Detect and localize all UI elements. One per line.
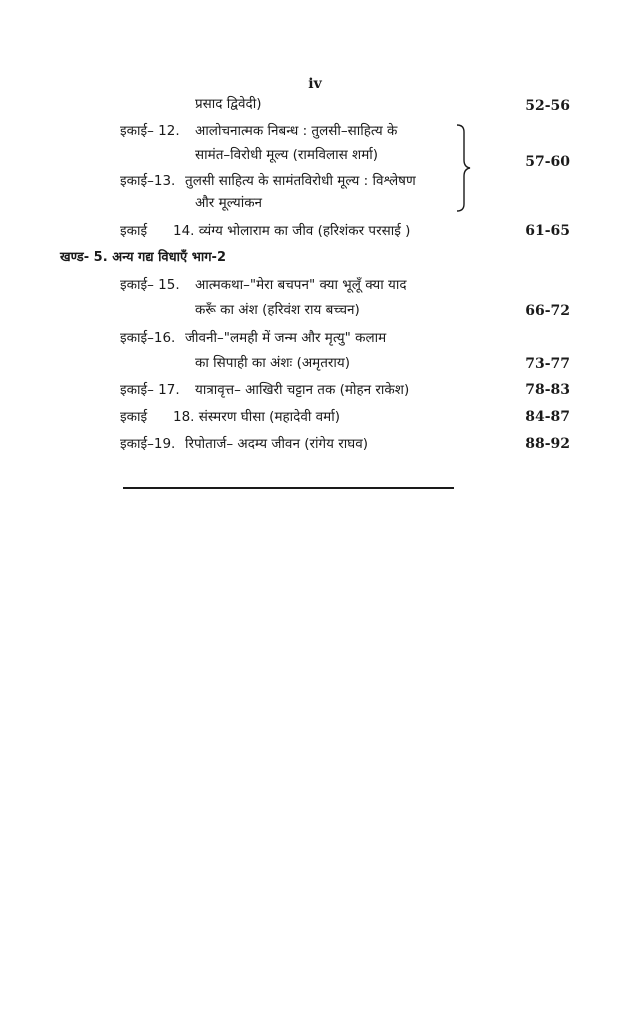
toc-entry-continuation: सामंत–विरोधी मूल्य (रामविलास शर्मा) — [195, 147, 379, 163]
toc-page-range: 88-92 — [525, 436, 570, 452]
toc-page-range: 73-77 — [525, 356, 570, 372]
toc-page-range: 84-87 — [525, 409, 570, 425]
toc-entry-title: तुलसी साहित्य के सामंतविरोधी मूल्य : विश्लेषण — [185, 173, 416, 189]
toc-entry-title: यात्रावृत्त– आखिरी चट्टान तक (मोहन राकेश) — [195, 382, 410, 398]
section-heading: खण्ड- 5. अन्य गद्य विधाएँ भाग-2 — [60, 250, 227, 265]
grouping-brace — [455, 124, 479, 212]
toc-unit-label: इकाई–19. — [120, 436, 176, 452]
page-number: iv — [308, 76, 322, 92]
toc-unit-label: इकाई–13. — [120, 173, 176, 189]
toc-entry-title: रिपोतार्ज– अदम्य जीवन (रांगेय राघव) — [185, 436, 369, 452]
toc-entry-title: आत्मकथा–"मेरा बचपन" क्या भूलूँ क्या याद — [195, 277, 407, 293]
toc-entry-title: जीवनी–"लमही में जन्म और मृत्यु" कलाम — [185, 330, 387, 346]
toc-entry-title: 14. व्यंग्य भोलाराम का जीव (हरिशंकर परसाई ) — [173, 223, 411, 239]
toc-page-range: 66-72 — [525, 303, 570, 319]
toc-entry-continuation: का सिपाही का अंशः (अमृतराय) — [195, 355, 351, 371]
toc-entry-continuation: प्रसाद द्विवेदी) — [195, 96, 262, 112]
toc-entry-continuation: करूँ का अंश (हरिवंश राय बच्चन) — [195, 302, 360, 318]
toc-unit-label: इकाई — [120, 223, 148, 239]
horizontal-rule — [123, 487, 454, 489]
toc-entry-title: आलोचनात्मक निबन्ध : तुलसी–साहित्य के — [195, 123, 398, 139]
toc-page-range: 78-83 — [525, 382, 570, 398]
toc-page-range: 61-65 — [525, 223, 570, 239]
toc-unit-label: इकाई– 17. — [120, 382, 180, 398]
toc-unit-label: इकाई — [120, 409, 148, 425]
toc-unit-label: इकाई– 12. — [120, 123, 180, 139]
toc-entry-title: 18. संस्मरण घीसा (महादेवी वर्मा) — [173, 409, 340, 425]
toc-entry-continuation: और मूल्यांकन — [195, 195, 263, 211]
toc-page-range: 57-60 — [525, 154, 570, 170]
toc-unit-label: इकाई– 15. — [120, 277, 180, 293]
toc-unit-label: इकाई–16. — [120, 330, 176, 346]
toc-page-range: 52-56 — [525, 98, 570, 114]
